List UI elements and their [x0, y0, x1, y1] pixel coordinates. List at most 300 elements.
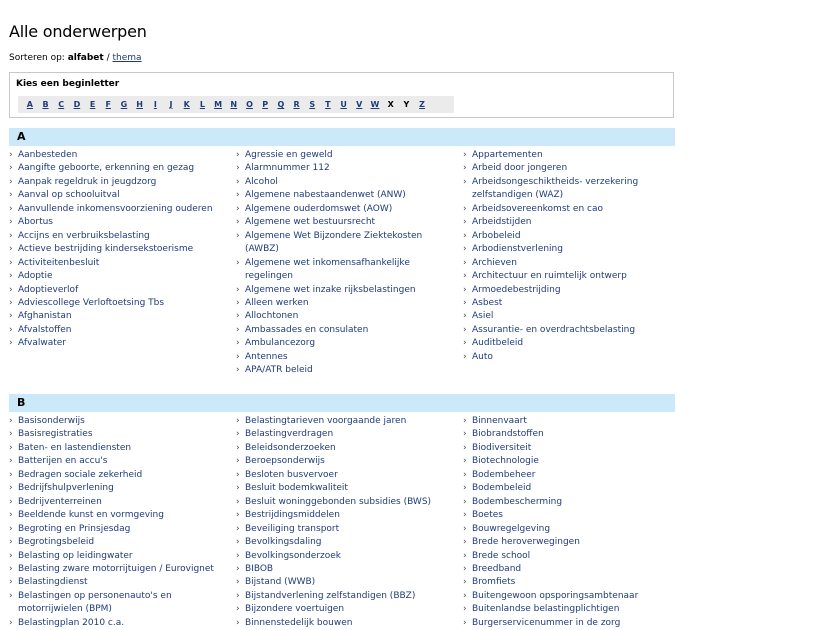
topic-link[interactable]: [9, 176, 234, 189]
topic-link-label[interactable]: Buitengewoon opsporingsambtenaar: [472, 590, 639, 601]
topic-link[interactable]: [236, 203, 461, 216]
chevron-right-icon: ›: [9, 442, 13, 453]
topic-link[interactable]: [9, 203, 234, 216]
chevron-right-icon: ›: [236, 537, 240, 548]
topic-link-label[interactable]: Afghanistan: [18, 311, 72, 322]
letter-a-link[interactable]: A: [26, 100, 33, 109]
topic-link-label[interactable]: APA/ATR beleid: [245, 365, 313, 376]
chevron-right-icon: ›: [463, 617, 467, 628]
topic-link-label[interactable]: Asbest: [472, 297, 503, 308]
topic-link[interactable]: [236, 415, 461, 428]
topic-link-label[interactable]: Architectuur en ruimtelijk ontwerp: [472, 271, 627, 282]
chevron-right-icon: ›: [9, 577, 13, 588]
chevron-right-icon: ›: [9, 416, 13, 426]
letter-m-link[interactable]: M: [214, 100, 223, 109]
letter-t-link[interactable]: T: [325, 100, 331, 109]
topic-link[interactable]: [463, 149, 688, 162]
topic-link[interactable]: [236, 230, 461, 257]
topic-link-label[interactable]: Basisonderwijs: [18, 416, 85, 426]
letter-q-link[interactable]: Q: [277, 100, 285, 109]
topic-link-label[interactable]: Accijns en verbruiksbelasting: [18, 230, 150, 241]
topic-link-label[interactable]: Algemene ouderdomswet (AOW): [245, 203, 393, 214]
topic-link[interactable]: [463, 270, 688, 283]
topic-link-label[interactable]: Belasting op leidingwater: [18, 550, 133, 561]
topic-link[interactable]: [9, 415, 234, 428]
topic-link[interactable]: [9, 337, 234, 350]
topic-link[interactable]: [236, 216, 461, 229]
topic-link[interactable]: [9, 576, 234, 589]
topic-link-label[interactable]: Batterijen en accu's: [18, 456, 108, 467]
topic-link-label[interactable]: Archieven: [472, 257, 517, 268]
topic-link[interactable]: [9, 482, 234, 495]
topic-link-label[interactable]: Besloten busvervoer: [245, 469, 338, 480]
topic-link-label[interactable]: Bevolkingsonderzoek: [245, 550, 342, 561]
topic-link-label[interactable]: Begroting en Prinsjesdag: [18, 523, 131, 534]
topic-link-label[interactable]: Asiel: [472, 311, 494, 322]
topic-link[interactable]: [9, 216, 234, 229]
chevron-right-icon: ›: [9, 563, 13, 574]
topic-link[interactable]: [236, 536, 461, 549]
chevron-right-icon: ›: [9, 469, 13, 480]
topic-link-label[interactable]: Aanval op schooluitval: [18, 190, 120, 201]
topic-link-label[interactable]: Bestrijdingsmiddelen: [245, 510, 340, 521]
chevron-right-icon: ›: [236, 203, 240, 214]
topic-link-label[interactable]: BIBOB: [245, 563, 274, 574]
chevron-right-icon: ›: [236, 217, 240, 228]
topic-link-label[interactable]: Algemene Wet Bijzondere Ziektekosten (AWBZ): [245, 230, 423, 255]
topic-link-label[interactable]: Bedragen sociale zekerheid: [18, 469, 143, 480]
chevron-right-icon: ›: [236, 590, 240, 601]
topic-link[interactable]: [236, 284, 461, 297]
topic-link[interactable]: [463, 469, 688, 482]
letter-w-link[interactable]: W: [370, 100, 380, 109]
letter-v-link[interactable]: V: [356, 100, 363, 109]
topic-link-label[interactable]: Actieve bestrijding kindersekstoerisme: [18, 244, 194, 255]
topic-link-label[interactable]: Afvalwater: [18, 338, 66, 349]
topic-link-label[interactable]: Beeldende kunst en vormgeving: [18, 510, 164, 521]
topic-link[interactable]: [236, 176, 461, 189]
chevron-right-icon: ›: [463, 590, 467, 601]
letter-picker-label: Kies een beginletter: [16, 79, 120, 89]
topic-column: [463, 415, 688, 630]
letter-f-link[interactable]: F: [105, 100, 112, 109]
topic-link[interactable]: [463, 297, 688, 310]
chevron-right-icon: ›: [463, 429, 467, 440]
chevron-right-icon: ›: [9, 523, 13, 534]
letter-n-link[interactable]: N: [230, 100, 238, 109]
topic-link[interactable]: [9, 617, 234, 630]
chevron-right-icon: ›: [236, 150, 240, 160]
topic-link[interactable]: [9, 523, 234, 536]
topic-link-label[interactable]: Ambassades en consulaten: [245, 324, 369, 335]
topic-link[interactable]: [236, 337, 461, 350]
topic-link-label[interactable]: Brede heroverwegingen: [472, 537, 580, 548]
topic-link[interactable]: [236, 509, 461, 522]
chevron-right-icon: ›: [463, 469, 467, 480]
chevron-right-icon: ›: [463, 577, 467, 588]
topic-link-label[interactable]: Begrotingsbeleid: [18, 537, 95, 548]
chevron-right-icon: ›: [463, 244, 467, 255]
letter-z-link[interactable]: Z: [419, 100, 425, 109]
chevron-right-icon: ›: [236, 190, 240, 201]
topic-link[interactable]: [463, 216, 688, 229]
chevron-right-icon: ›: [463, 604, 467, 615]
topic-link[interactable]: [463, 523, 688, 536]
chevron-right-icon: ›: [236, 163, 240, 174]
topic-link-label[interactable]: Belastingtarieven voorgaande jaren: [245, 416, 407, 426]
chevron-right-icon: ›: [236, 483, 240, 494]
chevron-right-icon: ›: [463, 271, 467, 282]
topic-link-label[interactable]: Bedrijventerreinen: [18, 496, 102, 507]
topic-link[interactable]: [463, 496, 688, 509]
letter-g-link[interactable]: G: [120, 100, 128, 109]
topic-link[interactable]: [9, 270, 234, 283]
chevron-right-icon: ›: [9, 257, 13, 268]
chevron-right-icon: ›: [463, 351, 467, 362]
topic-link-label[interactable]: Aanpak regeldruk in jeugdzorg: [18, 176, 157, 187]
topic-link[interactable]: [463, 576, 688, 589]
letter-k-link[interactable]: K: [183, 100, 190, 109]
chevron-right-icon: ›: [463, 416, 467, 426]
topic-link-label[interactable]: Algemene wet inzake rijksbelastingen: [245, 284, 416, 295]
chevron-right-icon: ›: [463, 338, 467, 349]
topic-link-label[interactable]: Bodembeheer: [472, 469, 536, 480]
chevron-right-icon: ›: [9, 284, 13, 295]
sort-alfabet-active: alfabet: [67, 53, 104, 63]
topic-link-label[interactable]: Biodiversiteit: [472, 442, 532, 453]
topic-link[interactable]: [463, 337, 688, 350]
chevron-right-icon: ›: [9, 338, 13, 349]
topic-link-label[interactable]: Alcohol: [245, 176, 278, 187]
topic-column: [236, 149, 461, 378]
topic-link-label[interactable]: Adviescollege Verloftoetsing Tbs: [18, 297, 165, 308]
topic-link-label[interactable]: Breedband: [472, 563, 522, 574]
chevron-right-icon: ›: [9, 217, 13, 228]
chevron-right-icon: ›: [9, 617, 13, 628]
chevron-right-icon: ›: [236, 456, 240, 467]
topic-link-label[interactable]: Belastingen op personenauto's en motorrijwielen (BPM): [18, 590, 172, 615]
chevron-right-icon: ›: [463, 311, 467, 322]
topic-column: [9, 415, 234, 630]
chevron-right-icon: ›: [9, 190, 13, 201]
topic-link[interactable]: [9, 469, 234, 482]
topic-link-label[interactable]: Alleen werken: [245, 297, 309, 308]
topic-link[interactable]: [9, 149, 234, 162]
topic-link-label[interactable]: Armoedebestrijding: [472, 284, 561, 295]
topic-link-label[interactable]: Afvalstoffen: [18, 324, 72, 335]
topic-link[interactable]: [9, 324, 234, 337]
topic-link[interactable]: [236, 442, 461, 455]
topic-link[interactable]: [236, 469, 461, 482]
topic-link-label[interactable]: Aanbesteden: [18, 150, 78, 160]
letter-j-link[interactable]: J: [169, 100, 173, 109]
topic-link-label[interactable]: Burgerservicenummer in de zorg: [472, 617, 621, 628]
topic-link[interactable]: [236, 189, 461, 202]
chevron-right-icon: ›: [236, 469, 240, 480]
chevron-right-icon: ›: [9, 550, 13, 561]
topic-link[interactable]: [236, 617, 461, 630]
chevron-right-icon: ›: [236, 523, 240, 534]
topic-link-label[interactable]: Biobrandstoffen: [472, 429, 544, 440]
letter-e-link[interactable]: E: [89, 100, 96, 109]
topic-link[interactable]: [463, 455, 688, 468]
chevron-right-icon: ›: [9, 230, 13, 241]
topic-link[interactable]: [463, 550, 688, 563]
topic-link-label[interactable]: Activiteitenbesluit: [18, 257, 100, 268]
topic-link[interactable]: [236, 428, 461, 441]
letter-d-link[interactable]: D: [73, 100, 81, 109]
topic-column: [463, 149, 688, 364]
topic-link-label[interactable]: Agressie en geweld: [245, 150, 333, 160]
topic-link-label[interactable]: Arbobeleid: [472, 230, 521, 241]
topic-link[interactable]: [9, 162, 234, 175]
chevron-right-icon: ›: [236, 577, 240, 588]
topic-link-label[interactable]: Bijstand (WWB): [245, 577, 316, 588]
chevron-right-icon: ›: [236, 429, 240, 440]
sort-separator: /: [106, 53, 110, 63]
topic-link[interactable]: [236, 162, 461, 175]
topic-link[interactable]: [463, 310, 688, 323]
topic-link-label[interactable]: Binnenstedelijk bouwen: [245, 617, 353, 628]
topic-link-label[interactable]: Buitenlandse belastingplichtigen: [472, 604, 620, 615]
topic-link[interactable]: [9, 509, 234, 522]
topic-link[interactable]: [463, 162, 688, 175]
chevron-right-icon: ›: [236, 176, 240, 187]
chevron-right-icon: ›: [463, 150, 467, 160]
topic-link-label[interactable]: Algemene wet bestuursrecht: [245, 217, 376, 228]
topic-link-label[interactable]: Adoptie: [18, 271, 53, 282]
chevron-right-icon: ›: [463, 297, 467, 308]
topic-link[interactable]: [463, 536, 688, 549]
chevron-right-icon: ›: [463, 324, 467, 335]
chevron-right-icon: ›: [463, 496, 467, 507]
topic-link[interactable]: [463, 243, 688, 256]
chevron-right-icon: ›: [236, 324, 240, 335]
topic-link-label[interactable]: Beroepsonderwijs: [245, 456, 325, 467]
letter-s-link[interactable]: S: [309, 100, 316, 109]
topic-link-label[interactable]: Arbeidsongeschiktheids- verzekering zelfstandigen (WAZ): [472, 176, 639, 201]
topic-link[interactable]: [9, 189, 234, 202]
chevron-right-icon: ›: [236, 338, 240, 349]
chevron-right-icon: ›: [236, 230, 240, 241]
topic-link-label[interactable]: Belasting zware motorrijtuigen / Eurovignet: [18, 563, 214, 574]
topic-link[interactable]: [236, 149, 461, 162]
topic-link[interactable]: [236, 455, 461, 468]
topic-link[interactable]: [463, 603, 688, 616]
chevron-right-icon: ›: [463, 483, 467, 494]
chevron-right-icon: ›: [236, 365, 240, 376]
topic-link[interactable]: [463, 324, 688, 337]
topic-link[interactable]: [9, 284, 234, 297]
topic-link-label[interactable]: Alarmnummer 112: [245, 163, 330, 174]
chevron-right-icon: ›: [236, 297, 240, 308]
chevron-right-icon: ›: [463, 523, 467, 534]
topic-link[interactable]: [236, 550, 461, 563]
chevron-right-icon: ›: [9, 297, 13, 308]
chevron-right-icon: ›: [463, 203, 467, 214]
topic-link[interactable]: [9, 455, 234, 468]
topic-link-label[interactable]: Auto: [472, 351, 493, 362]
letter-p-link[interactable]: P: [262, 100, 269, 109]
letter-l-link[interactable]: L: [199, 100, 205, 109]
topic-link-label[interactable]: Brede school: [472, 550, 531, 561]
topic-link[interactable]: [236, 563, 461, 576]
topic-column: [236, 415, 461, 630]
sort-thema-link[interactable]: thema: [112, 53, 142, 63]
page-title: Alle onderwerpen: [9, 22, 147, 41]
topic-link[interactable]: [9, 428, 234, 441]
section-header-a: A: [9, 128, 675, 146]
topic-link[interactable]: [463, 563, 688, 576]
topic-link-label[interactable]: Besluit bodemkwaliteit: [245, 483, 348, 494]
topic-link[interactable]: [9, 496, 234, 509]
topic-link[interactable]: [236, 310, 461, 323]
topic-column: [9, 149, 234, 351]
topic-link[interactable]: [463, 284, 688, 297]
topic-link-label[interactable]: Biotechnologie: [472, 456, 539, 467]
topic-link-label[interactable]: Bijstandverlening zelfstandigen (BBZ): [245, 590, 416, 601]
topic-link-label[interactable]: Arbeidstijden: [472, 217, 532, 228]
topic-link-label[interactable]: Bevolkingsdaling: [245, 537, 322, 548]
topic-link[interactable]: [463, 509, 688, 522]
topic-link[interactable]: [463, 176, 688, 203]
topic-link[interactable]: [9, 563, 234, 576]
chevron-right-icon: ›: [9, 163, 13, 174]
topic-link[interactable]: [463, 428, 688, 441]
topic-link-label[interactable]: Basisregistraties: [18, 429, 93, 440]
chevron-right-icon: ›: [9, 150, 13, 160]
topic-link[interactable]: [236, 257, 461, 284]
chevron-right-icon: ›: [463, 284, 467, 295]
topic-link-label[interactable]: Bodembeleid: [472, 483, 532, 494]
topic-link[interactable]: [236, 496, 461, 509]
topic-link-label[interactable]: Binnenvaart: [472, 416, 527, 426]
letter-x: X: [387, 100, 394, 109]
topic-link[interactable]: [463, 590, 688, 603]
topic-link-label[interactable]: Arbodienstverlening: [472, 244, 563, 255]
chevron-right-icon: ›: [463, 176, 467, 187]
letter-picker: [9, 72, 674, 118]
topic-link[interactable]: [236, 364, 461, 377]
chevron-right-icon: ›: [236, 257, 240, 268]
letter-h-link[interactable]: H: [136, 100, 143, 109]
topic-link[interactable]: [9, 442, 234, 455]
topic-link-label[interactable]: Allochtonen: [245, 311, 299, 322]
topic-link-label[interactable]: Belastingverdragen: [245, 429, 334, 440]
topic-link[interactable]: [463, 203, 688, 216]
letter-c-link[interactable]: C: [58, 100, 65, 109]
topic-link-label[interactable]: Baten- en lastendiensten: [18, 442, 132, 453]
topic-link-label[interactable]: Beveiliging transport: [245, 523, 340, 534]
letter-bar: [18, 96, 454, 113]
topic-link-label[interactable]: Belastingdienst: [18, 577, 88, 588]
chevron-right-icon: ›: [463, 456, 467, 467]
topic-link[interactable]: [463, 230, 688, 243]
chevron-right-icon: ›: [463, 510, 467, 521]
topic-link[interactable]: [9, 310, 234, 323]
topic-link[interactable]: [9, 230, 234, 243]
topic-link-label[interactable]: Bodembescherming: [472, 496, 563, 507]
topic-link[interactable]: [236, 324, 461, 337]
topic-link-label[interactable]: Auditbeleid: [472, 338, 524, 349]
topic-link[interactable]: [463, 442, 688, 455]
chevron-right-icon: ›: [9, 429, 13, 440]
topic-link-label[interactable]: Appartementen: [472, 150, 543, 160]
topic-link-label[interactable]: Arbeidsovereenkomst en cao: [472, 203, 603, 214]
chevron-right-icon: ›: [9, 271, 13, 282]
chevron-right-icon: ›: [9, 311, 13, 322]
letter-y: Y: [403, 100, 410, 109]
chevron-right-icon: ›: [9, 483, 13, 494]
letter-b-link[interactable]: B: [42, 100, 49, 109]
topic-link[interactable]: [236, 590, 461, 603]
topic-link-label[interactable]: Boetes: [472, 510, 503, 521]
topic-link[interactable]: [463, 257, 688, 270]
topic-link-label[interactable]: Algemene wet inkomensafhankelijke regelingen: [245, 257, 410, 282]
letter-u-link[interactable]: U: [340, 100, 347, 109]
chevron-right-icon: ›: [236, 442, 240, 453]
topic-link[interactable]: [463, 617, 688, 630]
topic-link-label[interactable]: Assurantie- en overdrachtsbelasting: [472, 324, 636, 335]
topic-link-label[interactable]: Bedrijfshulpverlening: [18, 483, 114, 494]
chevron-right-icon: ›: [9, 203, 13, 214]
topic-link[interactable]: [463, 415, 688, 428]
topic-link[interactable]: [236, 351, 461, 364]
topic-link-label[interactable]: Aanvullende inkomensvoorziening ouderen: [18, 203, 213, 214]
topic-link[interactable]: [236, 603, 461, 616]
topic-link-label[interactable]: Abortus: [18, 217, 53, 228]
chevron-right-icon: ›: [9, 456, 13, 467]
topic-link-label[interactable]: Belastingplan 2010 c.a.: [18, 617, 125, 628]
topic-link-label[interactable]: Bijzondere voertuigen: [245, 604, 345, 615]
topic-link[interactable]: [236, 297, 461, 310]
topic-link-label[interactable]: Aangifte geboorte, erkenning en gezag: [18, 163, 195, 174]
sort-label: Sorteren op:: [9, 53, 65, 63]
topic-link[interactable]: [9, 536, 234, 549]
chevron-right-icon: ›: [463, 257, 467, 268]
chevron-right-icon: ›: [236, 550, 240, 561]
letter-i-link[interactable]: I: [153, 100, 157, 109]
topic-link[interactable]: [463, 482, 688, 495]
topic-link-label[interactable]: Besluit woninggebonden subsidies (BWS): [245, 496, 432, 507]
chevron-right-icon: ›: [463, 230, 467, 241]
topic-link[interactable]: [236, 482, 461, 495]
chevron-right-icon: ›: [463, 217, 467, 228]
topic-link-label[interactable]: Ambulancezorg: [245, 338, 316, 349]
topic-link-label[interactable]: Beleidsonderzoeken: [245, 442, 336, 453]
chevron-right-icon: ›: [9, 537, 13, 548]
topic-link-label[interactable]: Adoptieverlof: [18, 284, 79, 295]
topic-link-label[interactable]: Bouwregelgeving: [472, 523, 551, 534]
topic-link-label[interactable]: Arbeid door jongeren: [472, 163, 568, 174]
topic-link[interactable]: [9, 550, 234, 563]
letter-r-link[interactable]: R: [293, 100, 300, 109]
topic-link[interactable]: [9, 297, 234, 310]
topic-link[interactable]: [236, 576, 461, 589]
topic-link-label[interactable]: Bromfiets: [472, 577, 516, 588]
chevron-right-icon: ›: [236, 604, 240, 615]
topic-link-label[interactable]: Algemene nabestaandenwet (ANW): [245, 190, 406, 201]
topic-link[interactable]: [9, 257, 234, 270]
letter-o-link[interactable]: O: [246, 100, 253, 109]
topic-link[interactable]: [236, 523, 461, 536]
topic-link[interactable]: [463, 351, 688, 364]
chevron-right-icon: ›: [463, 537, 467, 548]
topic-link[interactable]: [9, 590, 234, 617]
topic-link[interactable]: [9, 243, 234, 256]
topic-link-label[interactable]: Antennes: [245, 351, 288, 362]
section-header-b: B: [9, 394, 675, 412]
